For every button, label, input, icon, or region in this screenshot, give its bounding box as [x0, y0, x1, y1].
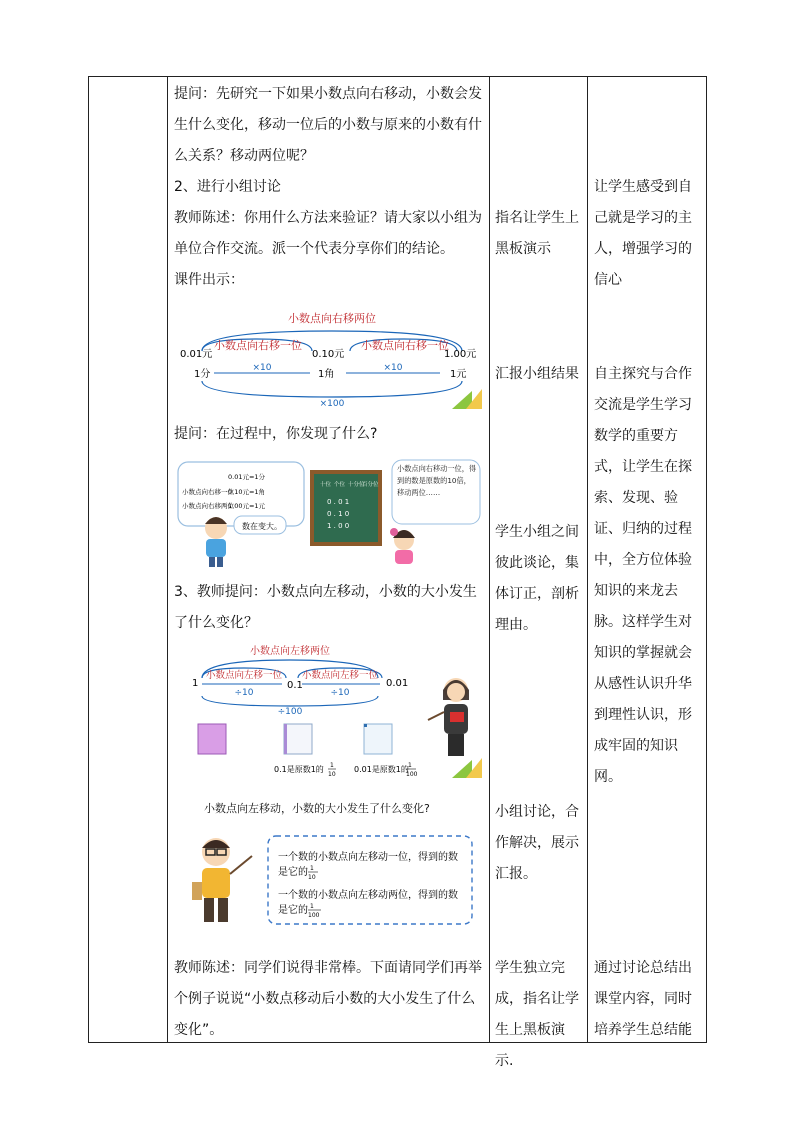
arc-left-2: 小数点向左移一位 — [301, 670, 379, 681]
explain-frac2-num: 1 — [310, 903, 314, 910]
male-teacher-figure — [192, 838, 252, 922]
left-value-1: 1 — [192, 678, 199, 689]
explain-line-1b: 是它的 — [278, 867, 308, 878]
arc-label-1: 小数点向右移一位 — [214, 339, 302, 352]
explain-frac1-num: 1 — [310, 865, 314, 872]
caption-1-num: 1 — [330, 762, 334, 769]
whole-square — [198, 724, 226, 754]
caption-1-den: 10 — [328, 771, 336, 778]
final-statement: 教师陈述：同学们说得非常棒。下面请同学们再举个例子说说“小数点移动后小数的大小发生了什么变化”。 — [174, 960, 482, 1038]
divisor-2: ÷10 — [330, 688, 350, 698]
board-header-3: 十分位 — [348, 482, 365, 488]
caption-1: 0.1是原数1的 — [274, 765, 324, 774]
left-value-2: 0.1 — [287, 680, 303, 691]
board-header-4: 百分位 — [362, 482, 379, 488]
value-3: 1.00元 — [444, 349, 477, 360]
section-3-question: 3、教师提问：小数点向左移动，小数的大小发生了什么变化？ — [174, 584, 477, 631]
unit-2: 1角 — [318, 369, 335, 380]
card-value-3: 1.00元=1元 — [228, 502, 266, 510]
activity-3: 学生小组之间彼此谈论，集体订正，剖析理由。 — [495, 524, 579, 633]
tenths-square — [284, 724, 312, 754]
arc-left-1: 小数点向左移一位 — [205, 670, 283, 681]
column-divider — [167, 77, 168, 1042]
board-row-2: 0 . 1 0 — [327, 510, 350, 518]
right-move-diagram — [172, 305, 484, 413]
column-divider — [587, 77, 588, 1042]
value-2: 0.10元 — [312, 349, 345, 360]
purpose-2: 自主探究与合作交流是学生学习数学的重要方式，让学生在探索、发现、验证、归纳的过程中，全方位体验知识的来龙去脉。这样学生对知识的掌握就会从感性认识升华到理性认识，形成牢固的知识网。 — [594, 366, 692, 785]
courseware-label: 课件出示： — [174, 272, 244, 288]
hundredths-square — [364, 724, 392, 754]
column-divider — [489, 77, 490, 1042]
boy-figure — [205, 517, 227, 567]
girl-figure — [390, 528, 415, 564]
explain-line-2b: 是它的 — [278, 905, 308, 916]
boy-speech: 数在变大。 — [242, 522, 282, 531]
question-discovery: 提问：在过程中，你发现了什么? — [174, 426, 378, 442]
board-row-1: 0 . 0 1 — [327, 498, 350, 506]
discovery-illustration — [172, 458, 484, 570]
multiplier-1: ×10 — [252, 363, 272, 373]
activity-5: 学生独立完成，指名让学生上黑板演示. — [495, 960, 579, 1069]
left-move-diagram — [172, 640, 484, 780]
female-teacher-figure — [428, 678, 469, 756]
divisor-1: ÷10 — [234, 688, 254, 698]
caption-2-den: 100 — [406, 771, 418, 778]
explain-line-1a: 一个数的小数点向左移动一位，得到的数 — [278, 852, 458, 863]
section-2-title: 2、进行小组讨论 — [174, 179, 281, 195]
purpose-1: 让学生感受到自己就是学习的主人，增强学习的信心 — [594, 179, 692, 288]
left-value-3: 0.01 — [386, 678, 409, 689]
caption-2: 0.01是原数1的 — [354, 765, 409, 774]
card-value-2: 0.10元=1角 — [228, 488, 266, 496]
card-label-2: 小数点向右移一位 — [182, 488, 234, 496]
caption-2-num: 1 — [408, 762, 412, 769]
unit-1: 1分 — [194, 369, 211, 380]
diagram-top-label-left: 小数点向左移两位 — [250, 646, 330, 657]
explain-frac1-den: 10 — [308, 874, 316, 881]
card-value-1: 0.01元=1分 — [228, 473, 266, 481]
diagram-top-label: 小数点向右移两位 — [288, 312, 376, 325]
divisor-3: ÷100 — [277, 707, 303, 717]
value-1: 0.01元 — [180, 349, 213, 360]
multiplier-2: ×10 — [383, 363, 403, 373]
girl-speech: 小数点向右移动一位，得到的数是原数的10倍，移动两位…… — [397, 464, 477, 497]
teacher-explanation — [186, 822, 478, 934]
question-right-move: 提问：先研究一下如果小数点向右移动，小数会发生什么变化，移动一位后的小数与原来的小数有什么关系？移动两位呢？ — [174, 86, 482, 164]
activity-2: 汇报小组结果 — [495, 366, 579, 382]
board-row-3: 1 . 0 0 — [327, 522, 350, 530]
board-header-1: 十位 — [320, 482, 332, 488]
card-label-3: 小数点向右移两位 — [182, 502, 234, 510]
explain-line-2a: 一个数的小数点向左移动两位，得到的数 — [278, 890, 458, 901]
explain-frac2-den: 100 — [308, 912, 320, 919]
arc-label-2: 小数点向右移一位 — [361, 339, 449, 352]
left-move-question: 小数点向左移动，小数的大小发生了什么变化? — [204, 802, 430, 815]
multiplier-3: ×100 — [319, 399, 345, 409]
section-2-text: 教师陈述：你用什么方法来验证？请大家以小组为单位合作交流。派一个代表分享你们的结论。 — [174, 210, 482, 257]
unit-3: 1元 — [450, 369, 467, 380]
activity-1: 指名让学生上黑板演示 — [495, 210, 579, 257]
purpose-3: 通过讨论总结出课堂内容，同时培养学生总结能 — [594, 960, 692, 1038]
activity-4: 小组讨论，合作解决，展示汇报。 — [495, 804, 579, 882]
board-header-2: 个位 — [334, 482, 346, 488]
